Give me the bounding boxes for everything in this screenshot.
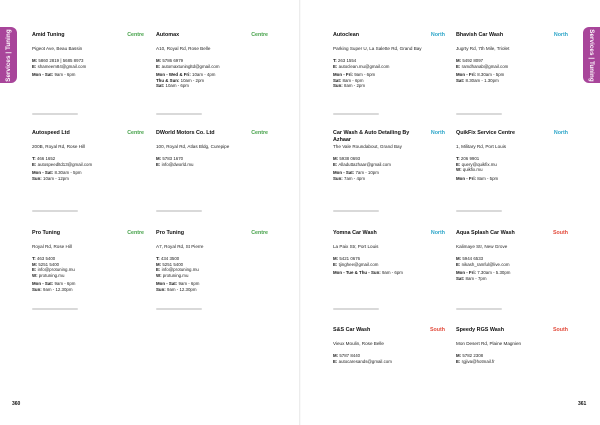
listing-entry — [333, 230, 445, 276]
business-name: Automax — [156, 32, 180, 38]
hours-line — [32, 176, 144, 182]
line-label: Mon - Fri: — [333, 72, 353, 78]
line-label: M: — [333, 353, 339, 358]
separator — [456, 308, 502, 310]
hours-value: 8.30am - 1.30pm — [465, 77, 499, 83]
hours-value: 8.30am - 5pm — [477, 72, 505, 78]
address: Pigeot Ave, Beau Bassin — [32, 46, 83, 51]
separator — [32, 113, 78, 115]
contact-value[interactable]: autocaresands@gmail.com — [338, 358, 392, 364]
address: The Vale Roundabout, Grand Bay — [333, 144, 402, 149]
contact-value[interactable]: 5492 8097 — [462, 58, 484, 63]
hours-value: 8am - 7pm — [465, 275, 487, 281]
line-label: M: — [333, 256, 339, 261]
hours-line — [32, 287, 144, 293]
listing-entry — [456, 130, 568, 181]
region-label: North — [430, 230, 445, 236]
line-label: Thu & Sun: — [156, 77, 180, 83]
region-label: North — [553, 130, 568, 136]
business-name: Autoclean — [333, 32, 360, 38]
line-label: T: — [32, 156, 36, 161]
contact-value[interactable]: 5786 6979 — [162, 58, 184, 63]
line-label: T: — [333, 58, 337, 63]
section-tab-right[interactable] — [583, 27, 600, 83]
address: Jugrty Rd, 7th Mile, Triolet — [456, 46, 510, 51]
region-label: North — [553, 32, 568, 38]
address: Kalimaye Str, New Grove — [456, 244, 508, 249]
hours-value: 10am - 6pm — [165, 83, 189, 89]
contact-value[interactable]: ramdhanab@gmail.com — [461, 63, 509, 69]
line-label: E: — [32, 161, 37, 167]
contact-value[interactable]: nikash_ramful@live.com — [461, 261, 510, 267]
hours-value: 10am - 4pm — [192, 72, 216, 78]
listing-header — [32, 32, 144, 46]
listing-entry — [333, 130, 445, 181]
line-label: E: — [456, 358, 461, 364]
hours-value: 8am - 2pm — [344, 83, 365, 89]
business-name: S&S Car Wash — [333, 327, 371, 333]
contact-value[interactable]: quikfix.mu — [462, 167, 483, 173]
address: Vieux Moulin, Rose Belle — [333, 341, 384, 346]
line-label: M: — [156, 156, 162, 161]
contact-value[interactable]: 5860 2819 | 5685 8973 — [38, 58, 84, 63]
region-label: South — [552, 230, 568, 236]
address: A10, Royal Rd, Rose Belle — [156, 46, 211, 51]
listing-header — [456, 32, 568, 46]
hours-line — [156, 83, 268, 89]
hours-value: 9am - 6pm — [178, 281, 200, 287]
line-label: M: — [456, 256, 462, 261]
listing-header — [156, 32, 268, 46]
address: La Paix Str, Port Louis — [333, 244, 379, 249]
line-label: T: — [32, 256, 36, 261]
contact-value[interactable]: Alladuttazhaar@gmail.com — [338, 161, 391, 167]
listing-header — [32, 130, 144, 144]
listing-entry — [156, 130, 268, 167]
business-name: Bhavish Car Wash — [456, 32, 504, 38]
separator — [333, 113, 379, 115]
listing-header — [156, 230, 268, 244]
address: 100, Royal Rd, Atlas Bldg, Curepipe — [156, 144, 230, 149]
listing-header — [32, 230, 144, 244]
line-label: T: — [456, 156, 460, 161]
line-label: Sun: — [32, 175, 42, 181]
line-label: E: — [333, 261, 338, 267]
contact-value[interactable]: rgjiva@hotmail.fr — [461, 358, 495, 364]
listing-entry — [333, 327, 445, 364]
hours-line — [32, 72, 144, 78]
region-label: North — [430, 130, 445, 136]
line-label: Mon - Sat: — [333, 170, 355, 176]
line-label: Sun: — [32, 286, 42, 292]
hours-value: 7am - 4pm — [344, 175, 365, 181]
listing-header — [456, 230, 568, 244]
listing-header — [333, 327, 445, 341]
contact-value[interactable]: info@dworld.mu — [161, 161, 194, 167]
business-name: Yomna Car Wash — [333, 230, 377, 236]
line-label: E: — [456, 63, 461, 69]
region-label: Centre — [251, 230, 268, 236]
line-label: E: — [456, 261, 461, 267]
contact-value[interactable]: 5421 0676 — [339, 256, 361, 261]
hours-line — [456, 78, 568, 84]
business-name: Car Wash & Auto Detailing By Azhaar — [333, 130, 410, 143]
line-label: Mon - Fri: — [456, 270, 476, 276]
contact-value[interactable]: tjinghee@gmail.com — [338, 261, 379, 267]
page-number-right: 361 — [578, 401, 587, 407]
separator — [32, 210, 78, 212]
hours-value: 8.30am - 5pm — [54, 170, 82, 176]
line-label: M: — [456, 353, 462, 358]
contact-value[interactable]: 263 1554 — [337, 58, 357, 63]
contact-value[interactable]: protuning.mu — [38, 272, 65, 278]
listing-entry — [32, 230, 144, 293]
listing-header — [456, 130, 568, 144]
line-label: E: — [333, 63, 338, 69]
line-label: Sat: — [156, 83, 165, 89]
separator — [456, 113, 502, 115]
book-spine — [299, 0, 301, 425]
line-label: T: — [156, 256, 160, 261]
hours-line — [456, 276, 568, 282]
hours-value: 9am - 6pm — [54, 281, 76, 287]
line-label: E: — [156, 267, 161, 273]
contact-value[interactable]: query@quikfix.mu — [461, 161, 497, 167]
contact-value[interactable]: protuning.mu — [162, 272, 189, 278]
section-tab-label: Services | Tuning — [588, 28, 595, 82]
line-label: M: — [32, 58, 38, 63]
line-label: Mon - Sat: — [32, 281, 54, 287]
hours-line — [333, 176, 445, 182]
hours-value: 10am - 2pm — [180, 77, 205, 83]
region-label: Centre — [127, 230, 144, 236]
business-name: Speedy RGS Wash — [456, 327, 505, 333]
hours-line — [333, 83, 445, 89]
listing-entry — [156, 230, 268, 293]
hours-value: 10am - 12pm — [43, 175, 69, 181]
line-label: W: — [456, 167, 462, 173]
contact-value[interactable]: 206 9901 — [460, 156, 480, 161]
contact-value[interactable]: autoclean.mu@gmail.com — [338, 63, 390, 69]
line-label: M: — [156, 58, 162, 63]
line-label: Sun: — [333, 175, 343, 181]
contact-value[interactable]: info@protuning.mu — [161, 267, 199, 273]
hours-value: 8am - 6pm — [342, 77, 364, 83]
hours-value: 7am - 10pm — [355, 170, 379, 176]
line-label: M: — [333, 156, 339, 161]
line-label: Mon - Sat: — [32, 170, 54, 176]
contact-value[interactable]: 5251 5400 — [38, 261, 60, 267]
address: 200B, Royal Rd, Rose Hill — [32, 144, 86, 149]
hours-value: 9am - 6pm — [354, 72, 376, 78]
region-label: Centre — [251, 130, 268, 136]
separator — [156, 210, 202, 212]
separator — [156, 113, 202, 115]
line-label: E: — [456, 161, 461, 167]
business-name: Pro Tuning — [156, 230, 185, 236]
line-label: M: — [456, 58, 462, 63]
region-label: North — [430, 32, 445, 38]
contact-value[interactable]: 466 1652 — [36, 156, 56, 161]
listing-entry — [456, 32, 568, 83]
line-label: Sat: — [456, 275, 465, 281]
contact-line — [333, 359, 445, 365]
region-label: South — [552, 327, 568, 333]
line-label: Mon - Sat: — [156, 281, 178, 287]
section-tab-left[interactable] — [0, 27, 17, 83]
business-name: Amid Tuning — [32, 32, 65, 38]
hours-value: 9am - 12.30pm — [167, 286, 197, 292]
line-label: E: — [333, 161, 338, 167]
listing-entry — [456, 230, 568, 281]
line-label: Mon - Fri: — [456, 72, 476, 78]
line-label: W: — [156, 272, 162, 278]
listing-header — [156, 130, 268, 144]
contact-line — [156, 162, 268, 168]
contact-value[interactable]: info@protuning.mu — [37, 267, 75, 273]
contact-value[interactable]: 5783 1670 — [162, 156, 184, 161]
line-label: E: — [156, 63, 161, 69]
separator — [333, 210, 379, 212]
contact-value[interactable]: 5787 8440 — [339, 353, 361, 358]
contact-value[interactable]: 463 5400 — [36, 256, 56, 261]
separator — [456, 210, 502, 212]
line-label: Mon - Sat: — [32, 72, 54, 78]
listing-header — [333, 130, 445, 144]
listing-entry — [456, 327, 568, 364]
hours-value: 9am - 12.30pm — [43, 286, 73, 292]
listing-header — [333, 230, 445, 244]
hours-value: 7.30am - 5.30pm — [477, 270, 511, 276]
contact-value[interactable]: 5782 2308 — [462, 353, 484, 358]
line-label: E: — [32, 267, 37, 273]
hours-value: 9am - 6pm — [381, 270, 403, 276]
listing-header — [333, 32, 445, 46]
listing-entry — [32, 130, 144, 181]
contact-value[interactable]: autospeedltd13@gmail.com — [37, 161, 93, 167]
address: Royal Rd, Rose Hill — [32, 244, 72, 249]
line-label: Mon - Tue & Thu - Sun: — [333, 270, 381, 276]
contact-value[interactable]: automaxtuningltd@gmail.com — [161, 63, 220, 69]
line-label: E: — [333, 358, 338, 364]
line-label: Sun: — [156, 286, 166, 292]
line-label: W: — [32, 272, 38, 278]
listing-header — [456, 327, 568, 341]
contact-line — [456, 359, 568, 365]
address: A7, Royal Rd, St Pierre — [156, 244, 204, 249]
contact-value[interactable]: 5938 0693 — [339, 156, 361, 161]
address: 1, Military Rd, Port Louis — [456, 144, 507, 149]
contact-value[interactable]: 5251 5400 — [162, 261, 184, 267]
listing-entry — [333, 32, 445, 89]
line-label: M: — [32, 261, 38, 267]
hours-line — [333, 270, 445, 276]
line-label: Sun: — [333, 83, 343, 89]
region-label: South — [429, 327, 445, 333]
line-label: E: — [32, 63, 37, 69]
separator — [333, 308, 379, 310]
address: Mon Desert Rd, Plaine Magnien — [456, 341, 522, 346]
line-label: Mon - Fri: — [456, 175, 476, 181]
hours-value: 9am - 6pm — [54, 72, 76, 78]
line-label: E: — [156, 161, 161, 167]
hours-line — [456, 176, 568, 182]
listing-entry — [156, 32, 268, 89]
line-label: Sat: — [456, 77, 465, 83]
listing-entry — [32, 32, 144, 78]
region-label: Centre — [251, 32, 268, 38]
business-name: QuikFix Service Centre — [456, 130, 516, 136]
contact-value[interactable]: shameem84@gmail.com — [37, 63, 87, 69]
line-label: Mon - Wed & Fri: — [156, 72, 191, 78]
separator — [32, 308, 78, 310]
contact-value[interactable]: 434 3500 — [160, 256, 180, 261]
line-label: Sat: — [333, 77, 342, 83]
hours-line — [156, 287, 268, 293]
hours-value: 8am - 5pm — [477, 175, 499, 181]
region-label: Centre — [127, 32, 144, 38]
business-name: Autospeed Ltd — [32, 130, 70, 136]
separator — [156, 308, 202, 310]
region-label: Centre — [127, 130, 144, 136]
business-name: Pro Tuning — [32, 230, 61, 236]
business-name: DWorld Motors Co. Ltd — [156, 130, 215, 136]
page-number-left: 360 — [12, 401, 21, 407]
contact-value[interactable]: 5944 6533 — [462, 256, 484, 261]
address: Parking Super U, La Salette Rd, Grand Bay — [333, 46, 422, 51]
section-tab-label: Services | Tuning — [5, 28, 12, 82]
business-name: Aqua Splash Car Wash — [456, 230, 515, 236]
line-label: M: — [156, 261, 162, 267]
